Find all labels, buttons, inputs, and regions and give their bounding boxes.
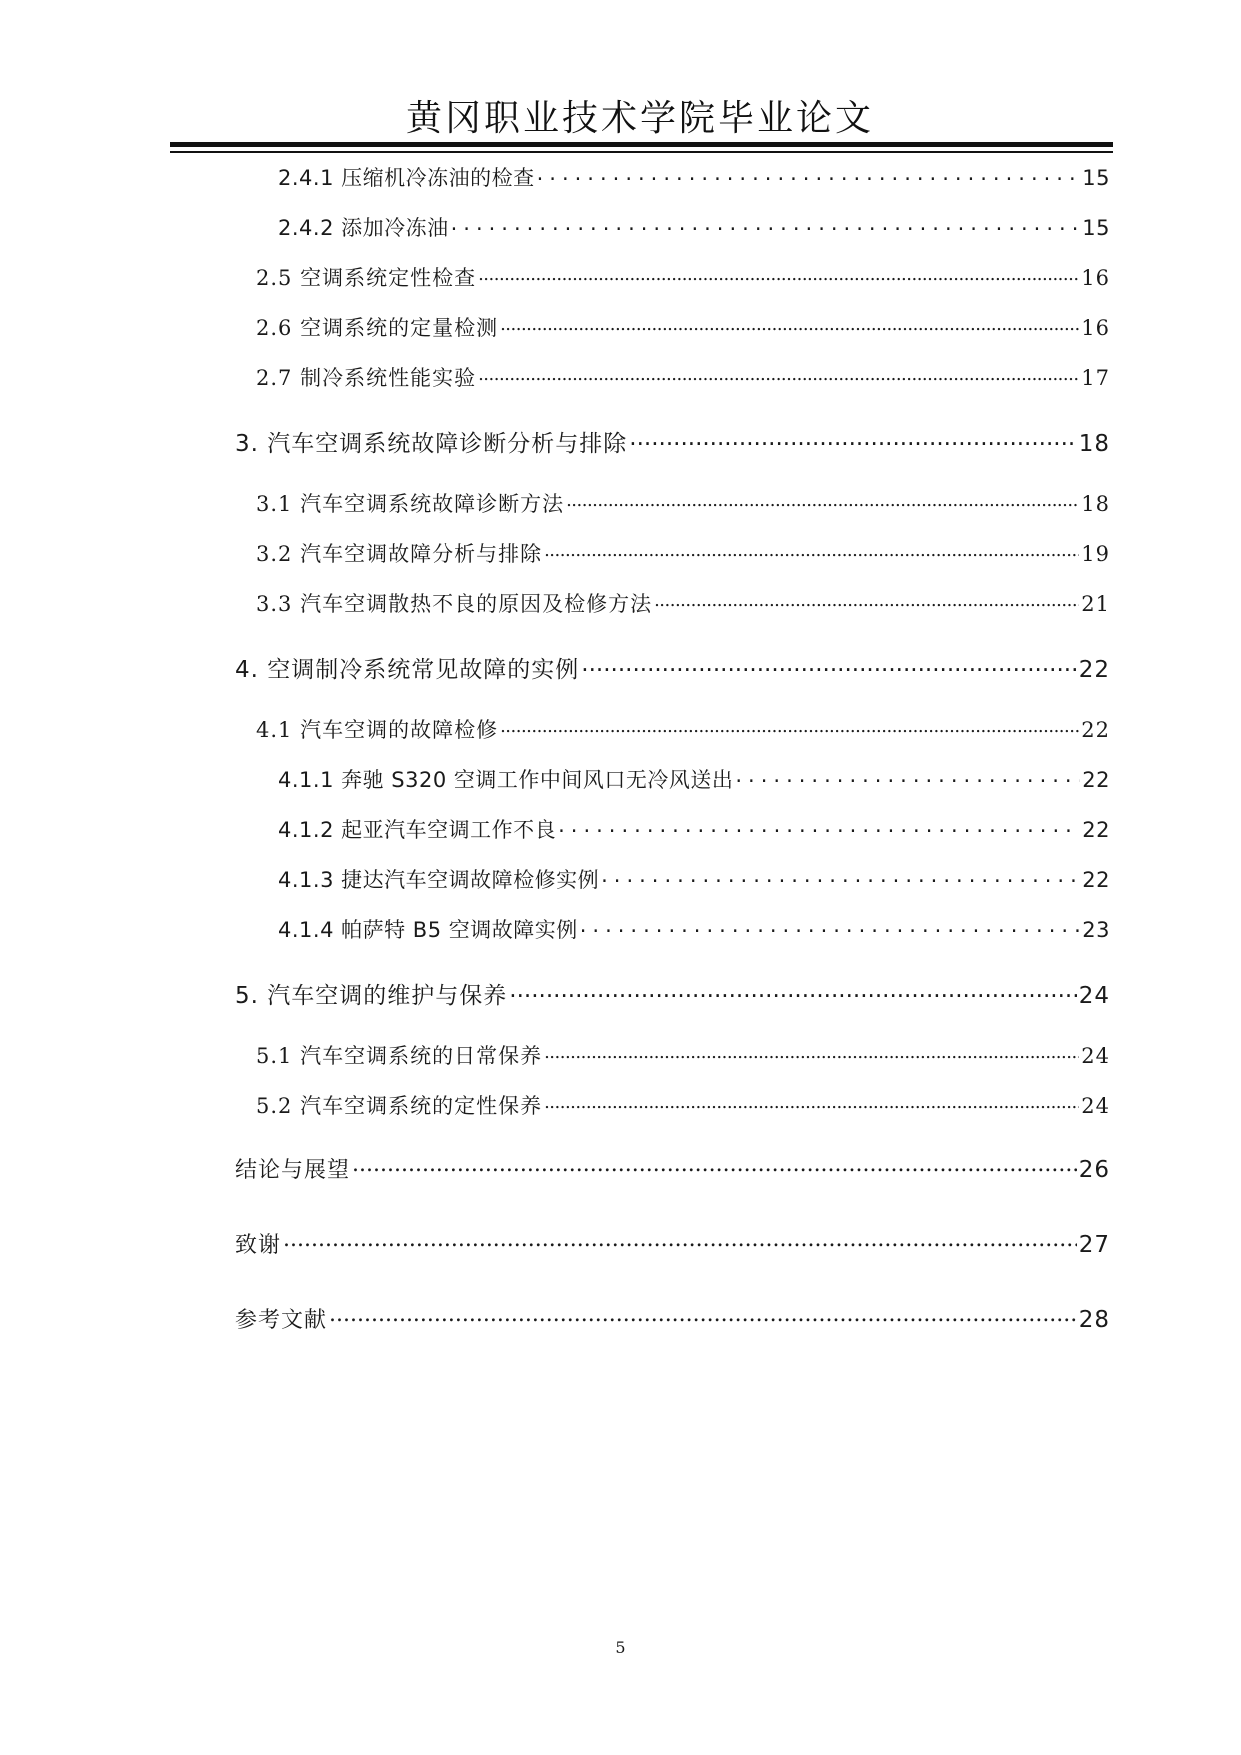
toc-entry[interactable] bbox=[256, 1090, 1110, 1120]
toc-entry-label: 3.2 汽车空调故障分析与排除 bbox=[256, 542, 543, 566]
toc-entry-page: 28 bbox=[1078, 1307, 1110, 1333]
toc-entry[interactable] bbox=[256, 488, 1110, 518]
toc-entry[interactable] bbox=[256, 1040, 1110, 1070]
toc-entry-label: 4.1.4 帕萨特 B5 空调故障实例 bbox=[278, 918, 578, 942]
toc-entry-label: 4.1.3 捷达汽车空调故障检修实例 bbox=[278, 868, 600, 892]
toc-entry[interactable] bbox=[256, 588, 1110, 618]
toc-entry-page: 22 bbox=[1081, 718, 1110, 742]
toc-entry-label: 4.1.1 奔驰 S320 空调工作中间风口无冷风送出 bbox=[278, 768, 734, 792]
header-rule-thick bbox=[170, 142, 1113, 147]
toc-entry-label: 5.1 汽车空调系统的日常保养 bbox=[256, 1044, 543, 1068]
toc-entry[interactable] bbox=[278, 914, 1110, 944]
toc-entry-page: 15 bbox=[1082, 166, 1110, 190]
toc-entry-page: 21 bbox=[1081, 592, 1110, 616]
toc-dot-leader bbox=[537, 164, 1081, 185]
toc-entry[interactable] bbox=[256, 262, 1110, 292]
toc-entry[interactable] bbox=[235, 1228, 1110, 1259]
toc-entry-page: 26 bbox=[1078, 1157, 1110, 1183]
toc-entry-label: 2.4.2 添加冷冻油 bbox=[278, 216, 449, 240]
toc-entry-label: 参考文献 bbox=[235, 1308, 328, 1333]
toc-entry-label: 4.1 汽车空调的故障检修 bbox=[256, 718, 499, 742]
toc-dot-leader bbox=[566, 490, 1079, 511]
toc-entry[interactable] bbox=[235, 425, 1110, 458]
toc-entry[interactable] bbox=[235, 977, 1110, 1010]
toc-entry-label: 2.5 空调系统定性检查 bbox=[256, 266, 477, 290]
toc-dot-leader bbox=[283, 1230, 1077, 1252]
toc-entry-label: 致谢 bbox=[235, 1233, 282, 1258]
toc-entry[interactable] bbox=[278, 814, 1110, 844]
toc-dot-leader bbox=[580, 916, 1081, 937]
toc-entry-page: 19 bbox=[1081, 542, 1110, 566]
toc-dot-leader bbox=[509, 980, 1076, 1003]
document-header-title: 黄冈职业技术学院毕业论文 bbox=[405, 98, 874, 139]
toc-entry-label: 5.2 汽车空调系统的定性保养 bbox=[256, 1094, 543, 1118]
toc-dot-leader bbox=[735, 766, 1080, 787]
toc-dot-leader bbox=[629, 428, 1076, 451]
toc-dot-leader bbox=[544, 1042, 1079, 1063]
toc-dot-leader bbox=[601, 866, 1080, 887]
page-number: 5 bbox=[615, 1638, 626, 1657]
toc-entry-page: 24 bbox=[1081, 1044, 1110, 1068]
toc-dot-leader bbox=[500, 716, 1079, 737]
header-rule-thin bbox=[170, 151, 1113, 153]
toc-entry[interactable] bbox=[235, 1153, 1110, 1184]
toc-entry-label: 5. 汽车空调的维护与保养 bbox=[235, 983, 508, 1009]
toc-entry[interactable] bbox=[235, 1303, 1110, 1334]
toc-dot-leader bbox=[544, 1092, 1079, 1113]
toc-dot-leader bbox=[478, 364, 1079, 385]
toc-entry[interactable] bbox=[256, 312, 1110, 342]
toc-entry-label: 3.1 汽车空调系统故障诊断方法 bbox=[256, 492, 565, 516]
toc-entry-label: 3. 汽车空调系统故障诊断分析与排除 bbox=[235, 431, 628, 457]
toc-entry-page: 22 bbox=[1078, 657, 1110, 683]
toc-entry-page: 22 bbox=[1082, 868, 1110, 892]
toc-entry-page: 18 bbox=[1078, 431, 1110, 457]
toc-entry-label: 2.6 空调系统的定量检测 bbox=[256, 316, 499, 340]
toc-entry-page: 24 bbox=[1081, 1094, 1110, 1118]
toc-entry-page: 23 bbox=[1082, 918, 1110, 942]
toc-entry[interactable] bbox=[235, 651, 1110, 684]
toc-entry[interactable] bbox=[278, 162, 1110, 192]
toc-dot-leader bbox=[581, 654, 1076, 677]
toc-entry-page: 18 bbox=[1081, 492, 1110, 516]
toc-entry-label: 4. 空调制冷系统常见故障的实例 bbox=[235, 657, 580, 683]
toc-entry-label: 2.7 制冷系统性能实验 bbox=[256, 366, 477, 390]
toc-entry-page: 22 bbox=[1082, 818, 1110, 842]
toc-entry-label: 2.4.1 压缩机冷冻油的检查 bbox=[278, 166, 535, 190]
toc-entry-label: 4.1.2 起亚汽车空调工作不良 bbox=[278, 818, 557, 842]
toc-dot-leader bbox=[352, 1155, 1077, 1177]
toc-entry-page: 22 bbox=[1082, 768, 1110, 792]
toc-dot-leader bbox=[451, 214, 1081, 235]
toc-entry[interactable] bbox=[278, 212, 1110, 242]
toc-dot-leader bbox=[478, 264, 1079, 285]
toc-entry-page: 16 bbox=[1081, 316, 1110, 340]
toc-dot-leader bbox=[654, 590, 1079, 611]
toc-dot-leader bbox=[544, 540, 1079, 561]
toc-entry[interactable] bbox=[278, 764, 1110, 794]
toc-entry-page: 24 bbox=[1078, 983, 1110, 1009]
toc-dot-leader bbox=[558, 816, 1080, 837]
toc-entry-label: 3.3 汽车空调散热不良的原因及检修方法 bbox=[256, 592, 653, 616]
toc-entry[interactable] bbox=[256, 538, 1110, 568]
toc-entry[interactable] bbox=[256, 362, 1110, 392]
toc-entry-page: 17 bbox=[1081, 366, 1110, 390]
toc-dot-leader bbox=[500, 314, 1079, 335]
toc-dot-leader bbox=[329, 1305, 1077, 1327]
toc-entry-page: 16 bbox=[1081, 266, 1110, 290]
toc-entry-label: 结论与展望 bbox=[235, 1158, 351, 1183]
toc-entry-page: 15 bbox=[1082, 216, 1110, 240]
toc-entry[interactable] bbox=[256, 714, 1110, 744]
toc-entry-page: 27 bbox=[1078, 1232, 1110, 1258]
toc-entry[interactable] bbox=[278, 864, 1110, 894]
